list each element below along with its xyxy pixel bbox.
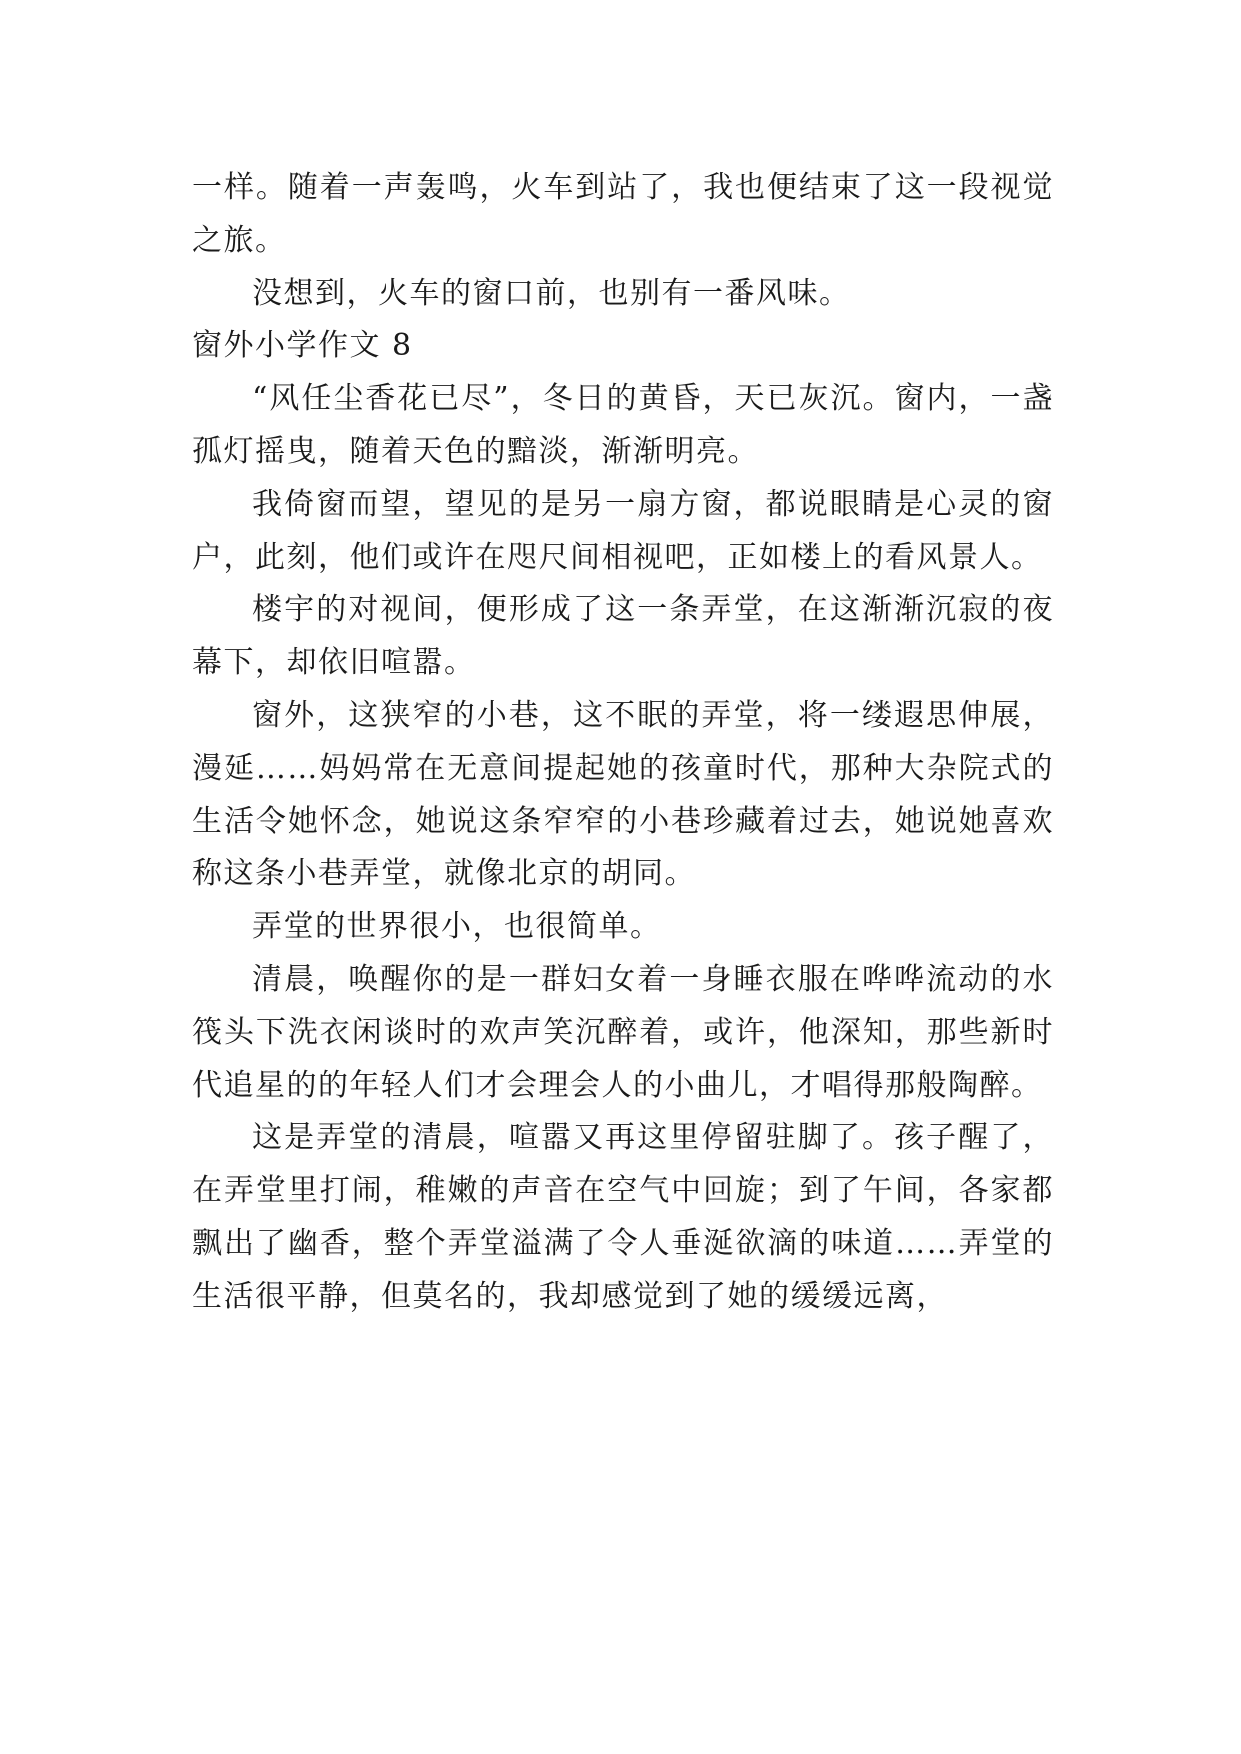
body-paragraph: 没想到，火车的窗口前，也别有一番风味。 (252, 275, 851, 311)
body-paragraph: “风任尘香花已尽”，冬日的黄昏，天已灰沉。窗内，一盏孤灯摇曳，随着天色的黯淡，渐渐明亮。 (192, 381, 1054, 469)
document-body (192, 162, 1054, 1324)
body-paragraph: 我倚窗而望，望见的是另一扇方窗，都说眼睛是心灵的窗户，此刻，他们或许在咫尺间相视吧，正如楼上的看风景人。 (192, 486, 1054, 575)
body-paragraph: 楼宇的对视间，便形成了这一条弄堂，在这渐渐沉寂的夜幕下，却依旧喧嚣。 (192, 592, 1054, 681)
body-paragraph: 弄堂的世界很小，也很简单。 (252, 909, 662, 945)
body-paragraph: 这是弄堂的清晨，喧嚣又再这里停留驻脚了。孩子醒了，在弄堂里打闹，稚嫩的声音在空气中回旋；到了午间，各家都飘出了幽香，整个弄堂溢满了令人垂涎欲滴的味道……弄堂的生活很平静，但莫名的，我却感觉到了她的缓缓远离， (192, 1120, 1054, 1314)
body-paragraph: 清晨，唤醒你的是一群妇女着一身睡衣服在哗哗流动的水筏头下洗衣闲谈时的欢声笑沉醉着，或许，他深知，那些新时代追星的的年轻人们才会理会人的小曲儿，才唱得那般陶醉。 (192, 961, 1054, 1103)
section-heading: 窗外小学作文 8 (192, 328, 413, 364)
body-paragraph: 窗外，这狭窄的小巷，这不眠的弄堂，将一缕遐思伸展，漫延……妈妈常在无意间提起她的孩童时代，那种大杂院式的生活令她怀念，她说这条窄窄的小巷珍藏着过去，她说她喜欢称这条小巷弄堂，就像北京的胡同。 (192, 697, 1054, 892)
continuation-paragraph: 一样。随着一声轰鸣，火车到站了，我也便结束了这一段视觉之旅。 (192, 170, 1054, 258)
